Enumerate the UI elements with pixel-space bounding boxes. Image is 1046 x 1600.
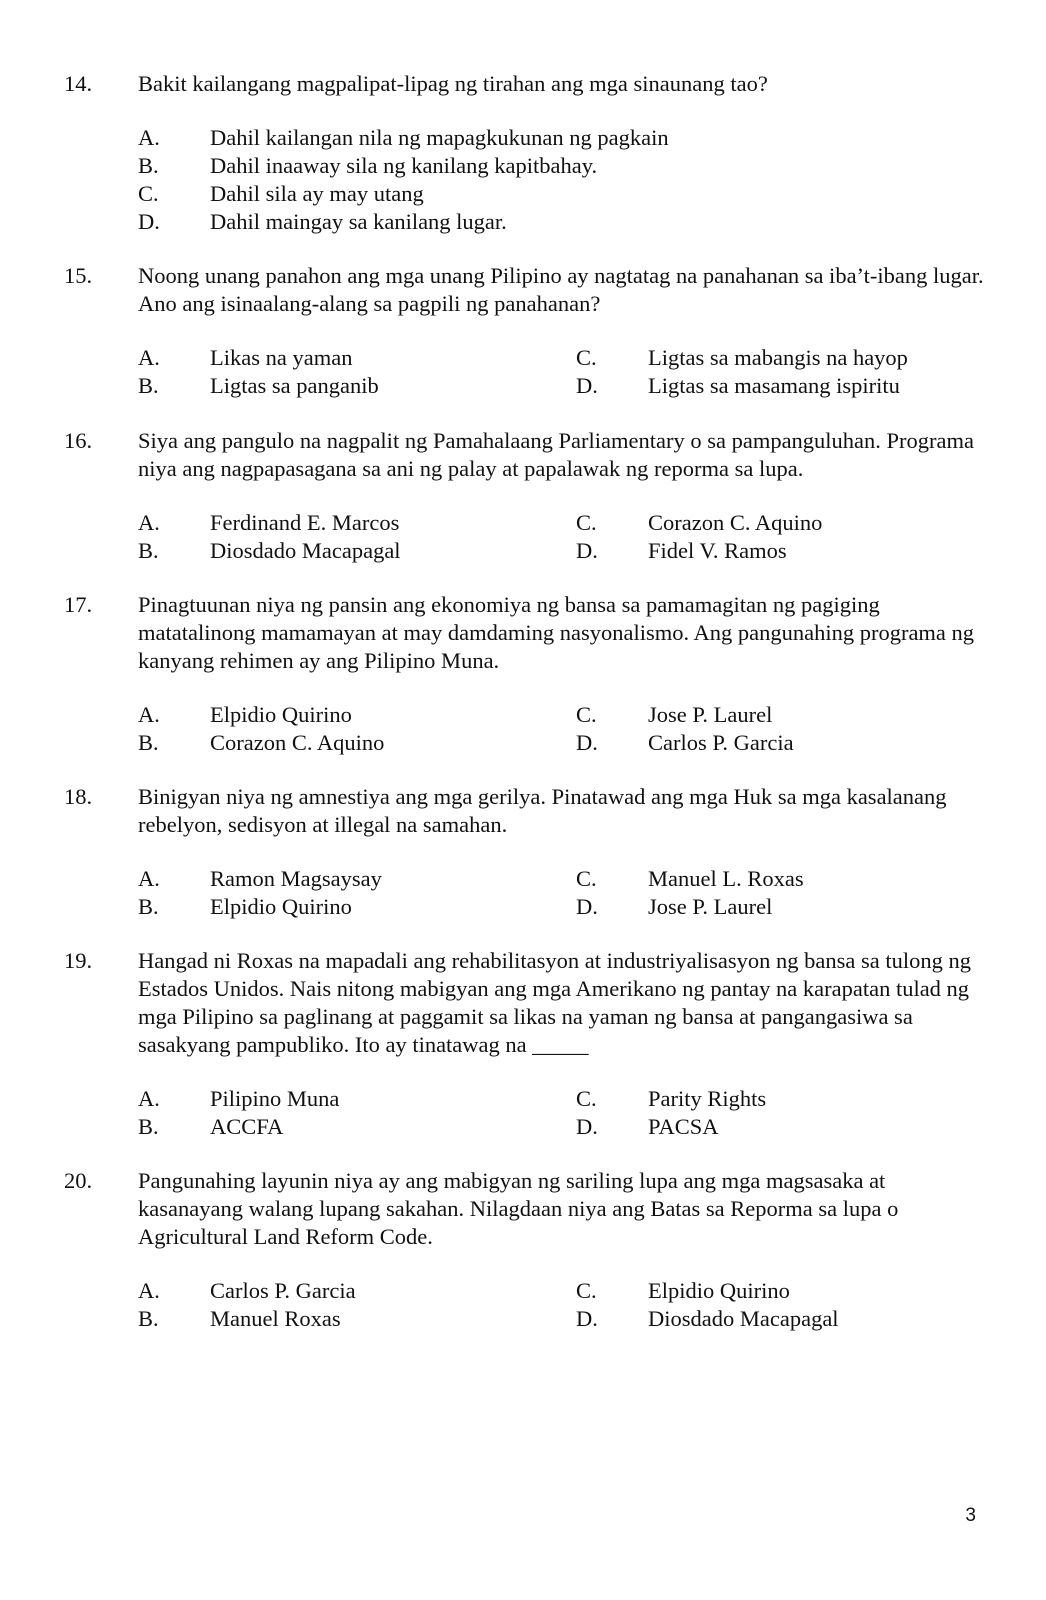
choice-b[interactable] xyxy=(138,729,576,757)
choice-text: Ramon Magsaysay xyxy=(210,866,382,891)
question-number: 14. xyxy=(64,71,93,96)
question-text: Binigyan niya ng amnestiya ang mga gerilya. Pinatawad ang mga Huk sa mga kasalanang rebelyon, sedisyon at illegal na samahan. xyxy=(138,784,947,837)
question-text: Bakit kailangang magpalipat-lipag ng tirahan ang mga sinaunang tao? xyxy=(138,71,768,96)
choice-d[interactable] xyxy=(576,1305,976,1333)
question-text: Siya ang pangulo na nagpalit ng Pamahalaang Parliamentary o sa pampanguluhan. Programa niya ang nagpapasagana sa ani ng palay at papalawak ng reporma sa lupa. xyxy=(138,428,975,481)
choice-letter: B. xyxy=(138,894,159,919)
choice-letter: C. xyxy=(576,510,597,535)
choice-list xyxy=(64,124,984,236)
choice-letter: B. xyxy=(138,373,159,398)
choice-b[interactable] xyxy=(138,893,576,921)
choice-grid xyxy=(64,509,984,565)
question-number: 16. xyxy=(64,428,93,453)
choice-letter: A. xyxy=(138,1278,160,1303)
choice-text: Ferdinand E. Marcos xyxy=(210,510,400,535)
question-text: Pangunahing layunin niya ay ang mabigyan ng sariling lupa ang mga magsasaka at kasanayang walang lupang sakahan. Nilagdaan niya ang Batas sa Reporma sa lupa o Agricultural Land Reform Code. xyxy=(138,1168,899,1249)
choice-letter: B. xyxy=(138,538,159,563)
choice-letter: D. xyxy=(576,894,598,919)
choice-c[interactable] xyxy=(576,1085,976,1113)
question-number: 19. xyxy=(64,948,93,973)
choice-text: Elpidio Quirino xyxy=(210,702,352,727)
choice-letter: B. xyxy=(138,1114,159,1139)
choice-letter: B. xyxy=(138,1306,159,1331)
choice-a[interactable] xyxy=(138,701,576,729)
choice-a[interactable] xyxy=(138,509,576,537)
choice-letter: D. xyxy=(576,373,598,398)
question-number: 17. xyxy=(64,592,93,617)
choice-letter: A. xyxy=(138,702,160,727)
choice-b[interactable] xyxy=(138,537,576,565)
choice-d[interactable] xyxy=(64,208,984,236)
choice-d[interactable] xyxy=(576,1113,976,1141)
choice-d[interactable] xyxy=(576,372,976,400)
choice-d[interactable] xyxy=(576,537,976,565)
choice-letter: D. xyxy=(138,209,160,234)
choice-grid xyxy=(64,344,984,400)
choice-a[interactable] xyxy=(138,344,576,372)
choice-letter: C. xyxy=(138,181,159,206)
page-number: 3 xyxy=(965,1505,976,1526)
choice-grid xyxy=(64,1085,984,1141)
choice-text: Corazon C. Aquino xyxy=(648,510,823,535)
choice-a[interactable] xyxy=(64,124,984,152)
question-number: 18. xyxy=(64,784,93,809)
choice-d[interactable] xyxy=(576,729,976,757)
choice-b[interactable] xyxy=(138,372,576,400)
question-text: Noong unang panahon ang mga unang Pilipino ay nagtatag na panahanan sa iba’t-ibang lugar. Ano ang isinaalang-alang sa pagpili ng panahanan? xyxy=(138,263,984,316)
choice-c[interactable] xyxy=(576,344,976,372)
choice-text: Carlos P. Garcia xyxy=(210,1278,356,1303)
question-18 xyxy=(64,783,984,921)
choice-letter: D. xyxy=(576,1114,598,1139)
question-number: 20. xyxy=(64,1168,93,1193)
question-text: Pinagtuunan niya ng pansin ang ekonomiya ng bansa sa pamamagitan ng pagiging matatalinong mamamayan at may damdaming nasyonalismo. Ang pangunahing programa ng kanyang rehimen ay ang Pilipino Muna. xyxy=(138,592,975,673)
choice-text: Parity Rights xyxy=(648,1086,767,1111)
choice-c[interactable] xyxy=(576,509,976,537)
choice-letter: B. xyxy=(138,730,159,755)
choice-letter: A. xyxy=(138,125,160,150)
choice-text: Elpidio Quirino xyxy=(648,1278,790,1303)
question-20 xyxy=(64,1167,984,1333)
choice-text: Jose P. Laurel xyxy=(648,702,773,727)
choice-letter: A. xyxy=(138,1086,160,1111)
choice-c[interactable] xyxy=(576,865,976,893)
choice-text: Ligtas sa panganib xyxy=(210,373,379,398)
choice-a[interactable] xyxy=(138,865,576,893)
choice-d[interactable] xyxy=(576,893,976,921)
choice-text: Elpidio Quirino xyxy=(210,894,352,919)
choice-text: PACSA xyxy=(648,1114,719,1139)
choice-text: Likas na yaman xyxy=(210,345,353,370)
question-15 xyxy=(64,262,984,400)
choice-c[interactable] xyxy=(64,180,984,208)
choice-a[interactable] xyxy=(138,1085,576,1113)
choice-letter: C. xyxy=(576,345,597,370)
choice-letter: C. xyxy=(576,1086,597,1111)
choice-c[interactable] xyxy=(576,701,976,729)
choice-grid xyxy=(64,865,984,921)
choice-letter: C. xyxy=(576,1278,597,1303)
question-19 xyxy=(64,947,984,1141)
choice-a[interactable] xyxy=(138,1277,576,1305)
choice-text: Manuel L. Roxas xyxy=(648,866,804,891)
choice-text: Pilipino Muna xyxy=(210,1086,340,1111)
choice-letter: C. xyxy=(576,702,597,727)
choice-c[interactable] xyxy=(576,1277,976,1305)
question-14 xyxy=(64,70,984,236)
choice-b[interactable] xyxy=(64,152,984,180)
question-17 xyxy=(64,591,984,757)
choice-b[interactable] xyxy=(138,1113,576,1141)
choice-letter: A. xyxy=(138,510,160,535)
choice-text: Fidel V. Ramos xyxy=(648,538,787,563)
choice-letter: A. xyxy=(138,866,160,891)
choice-text: Dahil sila ay may utang xyxy=(210,181,424,206)
choice-grid xyxy=(64,701,984,757)
choice-text: Carlos P. Garcia xyxy=(648,730,794,755)
choice-text: Diosdado Macapagal xyxy=(210,538,401,563)
choice-text: Manuel Roxas xyxy=(210,1306,341,1331)
choice-b[interactable] xyxy=(138,1305,576,1333)
choice-letter: D. xyxy=(576,538,598,563)
choice-text: Jose P. Laurel xyxy=(648,894,773,919)
choice-letter: A. xyxy=(138,345,160,370)
choice-letter: B. xyxy=(138,153,159,178)
choice-text: Dahil kailangan nila ng mapagkukunan ng pagkain xyxy=(210,125,669,150)
choice-text: ACCFA xyxy=(210,1114,284,1139)
choice-text: Ligtas sa mabangis na hayop xyxy=(648,345,908,370)
choice-text: Corazon C. Aquino xyxy=(210,730,385,755)
question-number: 15. xyxy=(64,263,93,288)
question-16 xyxy=(64,427,984,565)
choice-letter: D. xyxy=(576,1306,598,1331)
choice-grid xyxy=(64,1277,984,1333)
choice-letter: C. xyxy=(576,866,597,891)
choice-text: Dahil inaaway sila ng kanilang kapitbahay. xyxy=(210,153,598,178)
choice-text: Ligtas sa masamang ispiritu xyxy=(648,373,900,398)
choice-text: Dahil maingay sa kanilang lugar. xyxy=(210,209,507,234)
question-text: Hangad ni Roxas na mapadali ang rehabilitasyon at industriyalisasyon ng bansa sa tulong ng Estados Unidos. Nais nitong mabigyan ang mga Amerikano ng pantay na karapatan tulad ng mga Pilipino sa paglinang at paggamit sa likas na yaman ng bansa at pangangasiwa sa sasakyang pampubliko. Ito ay tinatawag na _____ xyxy=(138,948,971,1057)
choice-letter: D. xyxy=(576,730,598,755)
choice-text: Diosdado Macapagal xyxy=(648,1306,839,1331)
